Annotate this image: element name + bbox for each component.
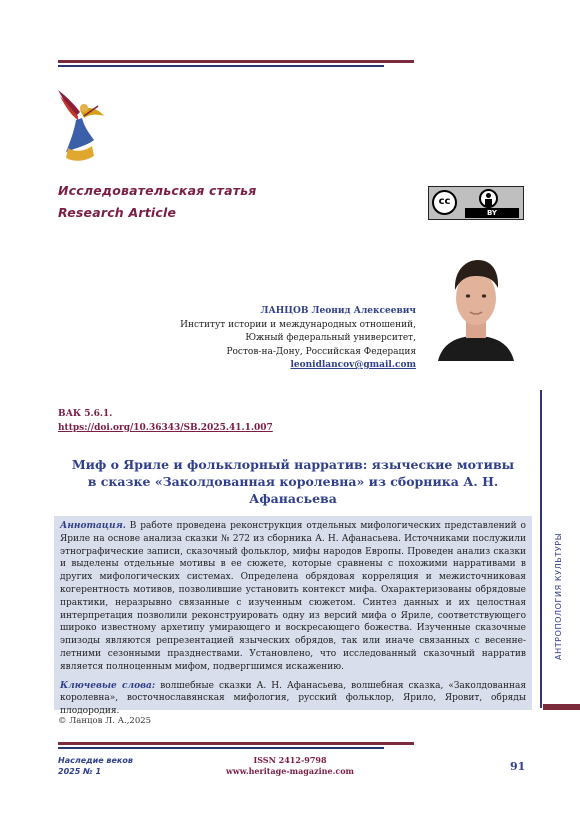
author-affiliation-1: Институт истории и международных отношений, xyxy=(180,319,416,330)
title-line-1: Миф о Яриле и фольклорный нарратив: языческие мотивы xyxy=(71,457,515,472)
abstract-box xyxy=(54,516,532,717)
abstract-paragraph xyxy=(60,520,526,674)
article-meta xyxy=(58,408,273,435)
footer-center xyxy=(0,755,580,777)
footer-rule-maroon xyxy=(58,742,414,745)
vak-code: ВАК 5.6.1. xyxy=(58,409,113,419)
author-info xyxy=(180,305,416,373)
author-email-link[interactable]: leonidlancov@gmail.com xyxy=(290,360,416,370)
article-type-en: Research Article xyxy=(58,205,177,220)
by-label: BY xyxy=(465,208,519,218)
by-person-icon xyxy=(479,189,498,208)
abstract-label: Аннотация. xyxy=(60,521,126,531)
article-title xyxy=(58,456,528,507)
author-affiliation-2: Южный федеральный университет, xyxy=(245,333,416,343)
page-number: 91 xyxy=(510,760,526,773)
top-rule-navy xyxy=(58,65,384,67)
keywords-text: волшебные сказки А. Н. Афанасьева, волшебная сказка, «Заколдованная королевна», восточнославянская мифология, русский фольклор, Ярило, Яровит, обряды плодородия. xyxy=(60,680,526,717)
abstract-text: В работе проведена реконструкция отдельных мифологических представлений о Яриле на основе анализа сказки № 272 из сборника А. Н. Афанасьева. Источниками послужили этнографические записи, сказочный фольклор, мифы народов Европы. Проведен анализ сказки и выделены отдельные мотивы в ее сюжете, которые сравнены с похожими нарративами в других мифологических системах. Определена обрядовая корреляция и межисточниковая когерентность мотивов, позволившие установить контекст мифа. Охарактеризованы обрядовые практики, неразрывно связанные с изученным сюжетом. Синтез данных и их целостная интерпретация позволили реконструировать одну из версий мифа о Яриле, соответствующего широко известному архетипу умирающего и воскресающего божества. Изученные сказочные эпизоды являются репрезентацией языческих обрядов, так или иначе связанных с весенне-летними сезонными празднествами. Установлено, что исследованный сказочный нарратив является полноценным мифом, подвергшимся искажению. xyxy=(60,521,526,672)
keywords-label: Ключевые слова: xyxy=(60,680,156,691)
cc-icon: cc xyxy=(432,190,457,215)
author-name: ЛАНЦОВ Леонид Алексеевич xyxy=(260,306,416,316)
author-photo xyxy=(428,246,524,361)
article-type-ru: Исследовательская статья xyxy=(58,183,257,198)
side-vertical-rule xyxy=(540,390,542,708)
copyright: © Ланцов Л. А.,2025 xyxy=(58,716,152,726)
section-side-label: АНТРОПОЛОГИЯ КУЛЬТУРЫ xyxy=(554,532,563,660)
author-affiliation-3: Ростов-на-Дону, Российская Федерация xyxy=(226,346,416,357)
journal-website-link[interactable]: www.heritage-magazine.com xyxy=(225,766,355,776)
journal-issue: 2025 № 1 xyxy=(58,767,102,776)
journal-name: Наследие веков xyxy=(58,756,133,765)
cc-license-badge[interactable] xyxy=(428,186,524,220)
top-rule-maroon xyxy=(58,60,414,63)
footer-rule-navy xyxy=(58,747,384,749)
issn: ISSN 2412-9798 xyxy=(253,755,327,765)
side-accent-bar xyxy=(543,704,580,710)
title-line-2: в сказке «Заколдованная королевна» из сборника А. Н. Афанасьева xyxy=(87,474,499,506)
doi-link[interactable]: https://doi.org/10.36343/SB.2025.41.1.007 xyxy=(58,422,273,433)
angel-logo xyxy=(54,86,108,166)
keywords-paragraph xyxy=(60,680,526,718)
